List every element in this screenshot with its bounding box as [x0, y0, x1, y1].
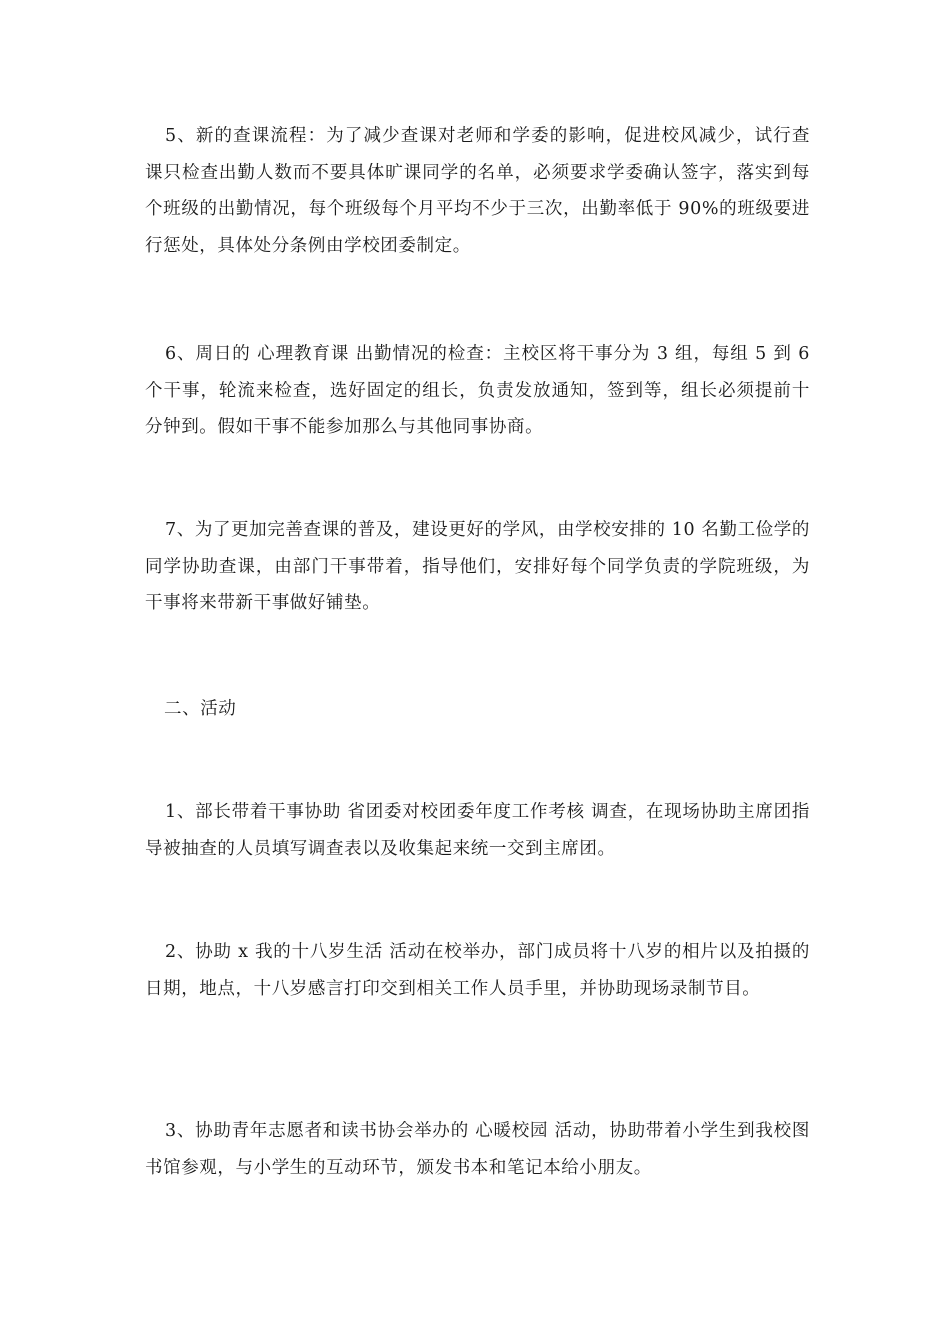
paragraph-item-7: 7、为了更加完善查课的普及，建设更好的学风，由学校安排的 10 名勤工俭学的同学协助查课，由部门干事带着，指导他们，安排好每个同学负责的学院班级，为干事将来带新干事做好铺垫。 — [145, 520, 810, 613]
activity-item-1: 1、部长带着干事协助 省团委对校团委年度工作考核 调查，在现场协助主席团指导被抽查的人员填写调查表以及收集起来统一交到主席团。 — [145, 802, 810, 859]
activity-item-2: 2、协助 x 我的十八岁生活 活动在校举办，部门成员将十八岁的相片以及拍摄的日期，地点，十八岁感言打印交到相关工作人员手里，并协助现场录制节目。 — [145, 942, 810, 999]
activity-item-3: 3、协助青年志愿者和读书协会举办的 心暖校园 活动，协助带着小学生到我校图书馆参观，与小学生的互动环节，颁发书本和笔记本给小朋友。 — [145, 1121, 810, 1178]
paragraph-item-5: 5、新的查课流程：为了减少查课对老师和学委的影响，促进校风减少，试行查课只检查出勤人数而不要具体旷课同学的名单，必须要求学委确认签字，落实到每个班级的出勤情况，每个班级每个月平均不少于三次，出勤率低于 90%的班级要进行惩处，具体处分条例由学校团委制定。 — [145, 126, 810, 256]
paragraph-item-6: 6、周日的 心理教育课 出勤情况的检查：主校区将干事分为 3 组，每组 5 到 6 个干事，轮流来检查，选好固定的组长，负责发放通知，签到等，组长必须提前十分钟到。假如干事不能参加那么与其他同事协商。 — [145, 344, 810, 437]
section-heading: 二、活动 — [164, 699, 237, 719]
